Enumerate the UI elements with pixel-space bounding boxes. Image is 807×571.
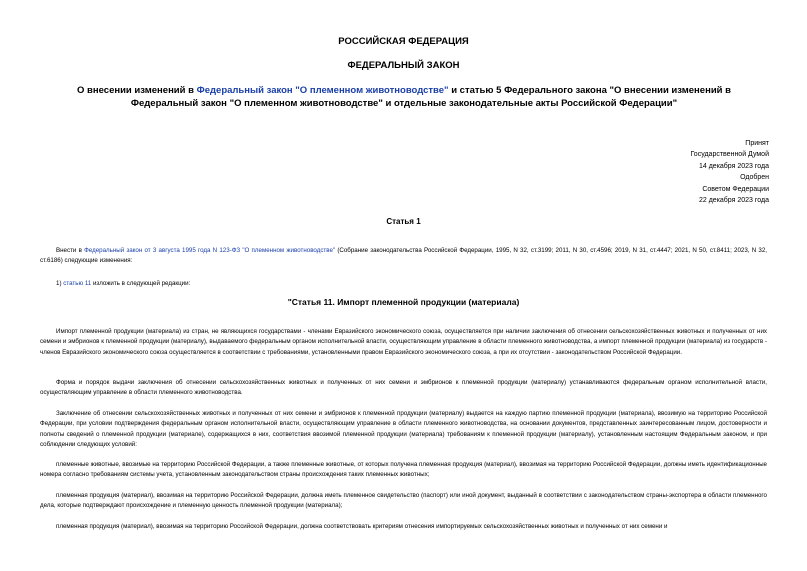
item-number: 1) <box>56 280 64 287</box>
article-1-intro <box>40 246 767 267</box>
paragraph: племенная продукция (материал), ввозимая на территорию Российской Федерации, должна иметь племенное свидетельство (паспорт) или иной документ, выданный в соответствии с законодательством страны-экспортера в области племенного дела, которые подтверждают происхождение и племенную ценность племенной продукции (материала); <box>40 492 767 510</box>
adoption-block <box>649 138 769 206</box>
law-title-link[interactable]: Федеральный закон "О племенном животноводстве" <box>196 85 449 96</box>
item-link[interactable]: статью 11 <box>63 280 92 287</box>
law-title <box>44 85 764 110</box>
adoption-line: Принят <box>745 140 769 147</box>
adoption-line: Советом Федерации <box>702 185 769 193</box>
article-1-item-1 <box>40 279 767 289</box>
paragraph: Заключение об отнесении сельскохозяйственных животных и полученных от них семени и эмбрионов к племенной продукции (материалу) выдается на каждую партию племенной продукции (материала), ввозимую на территорию Российской Федерации, при условии подтверждения федеральным органом исполнительной власти, осуществляющим управление в области племенного животноводства, на основании документов, представленных заинтересованным лицом, достоверности и полноты сведений о племенной продукции (материале), содержащихся в них, соответствия ввозимой племенной продукции (материала) требованиям к племенной продукции (материалу), установленным настоящим Федеральным законом, и при соблюдении следующих условий: <box>40 410 767 449</box>
adoption-line: 14 декабря 2023 года <box>698 162 769 170</box>
law-title-pre: О внесении изменений в <box>77 85 197 96</box>
item-post: изложить в следующей редакции: <box>91 280 191 287</box>
law-title-post: и статью 5 Федерального закона "О внесении изменений в Федеральный закон "О племенном животноводстве" и отдельные законодательные акты Российской Федерации" <box>130 85 731 109</box>
paragraph: племенная продукция (материал), ввозимая на территорию Российской Федерации, должна соответствовать критериям отнесения импортируемых сельскохозяйственных животных и полученных от них семени и <box>56 523 668 530</box>
article-1-heading: Статья 1 <box>386 217 421 226</box>
paragraph: племенные животные, ввозимые на территорию Российской Федерации, а также племенные животные, от которых получена племенная продукция (материал), ввозимая на территорию Российской Федерации, должны иметь идентификационные номера согласно требованиям системы учета, установленным законодательством страны происхождения таких племенных животных; <box>40 461 767 479</box>
country-heading: РОССИЙСКАЯ ФЕДЕРАЦИЯ <box>338 36 469 47</box>
adoption-line: 22 декабря 2023 года <box>698 197 769 205</box>
intro-post: (Собрание законодательства Российской Федерации, 1995, N 32, ст.3199; 2011, N 30, ст.4596; 2019, N 31, ст.4447; 2021, N 50, ст.8411; 2023, N 32, ст.6186) следующие изменения: <box>40 247 767 265</box>
paragraph: Форма и порядок выдачи заключения об отнесении сельскохозяйственных животных и полученных от них семени и эмбрионов к племенной продукции (материалу) устанавливаются федеральным органом исполнительной власти, осуществляющим управление в области племенного животноводства. <box>40 379 767 397</box>
article-11-heading: "Статья 11. Импорт племенной продукции (материала) <box>287 297 520 307</box>
paragraph: Импорт племенной продукции (материала) из стран, не являющихся государствами - членами Евразийского экономического союза, осуществляется при наличии заключения об отнесении сельскохозяйственных животных и полученных от них семени и эмбрионов к племенной продукции (материалу), выдаваемого федеральным органом исполнительной власти, осуществляющим управление в области племенного животноводства, а импорт племенной продукции (материала) из государств - членов Евразийского экономического союза осуществляется в соответствии с требованиями, установленными правом Евразийского экономического союза, а при их отсутствии - законодательством Российской Федерации. <box>40 328 767 356</box>
adoption-line: Государственной Думой <box>690 151 769 159</box>
intro-pre: Внести в <box>56 247 85 254</box>
law-type-heading: ФЕДЕРАЛЬНЫЙ ЗАКОН <box>347 60 460 71</box>
intro-link[interactable]: Федеральный закон от 3 августа 1995 года N 123-ФЗ "О племенном животноводстве" <box>84 247 336 254</box>
adoption-line: Одобрен <box>740 174 769 182</box>
